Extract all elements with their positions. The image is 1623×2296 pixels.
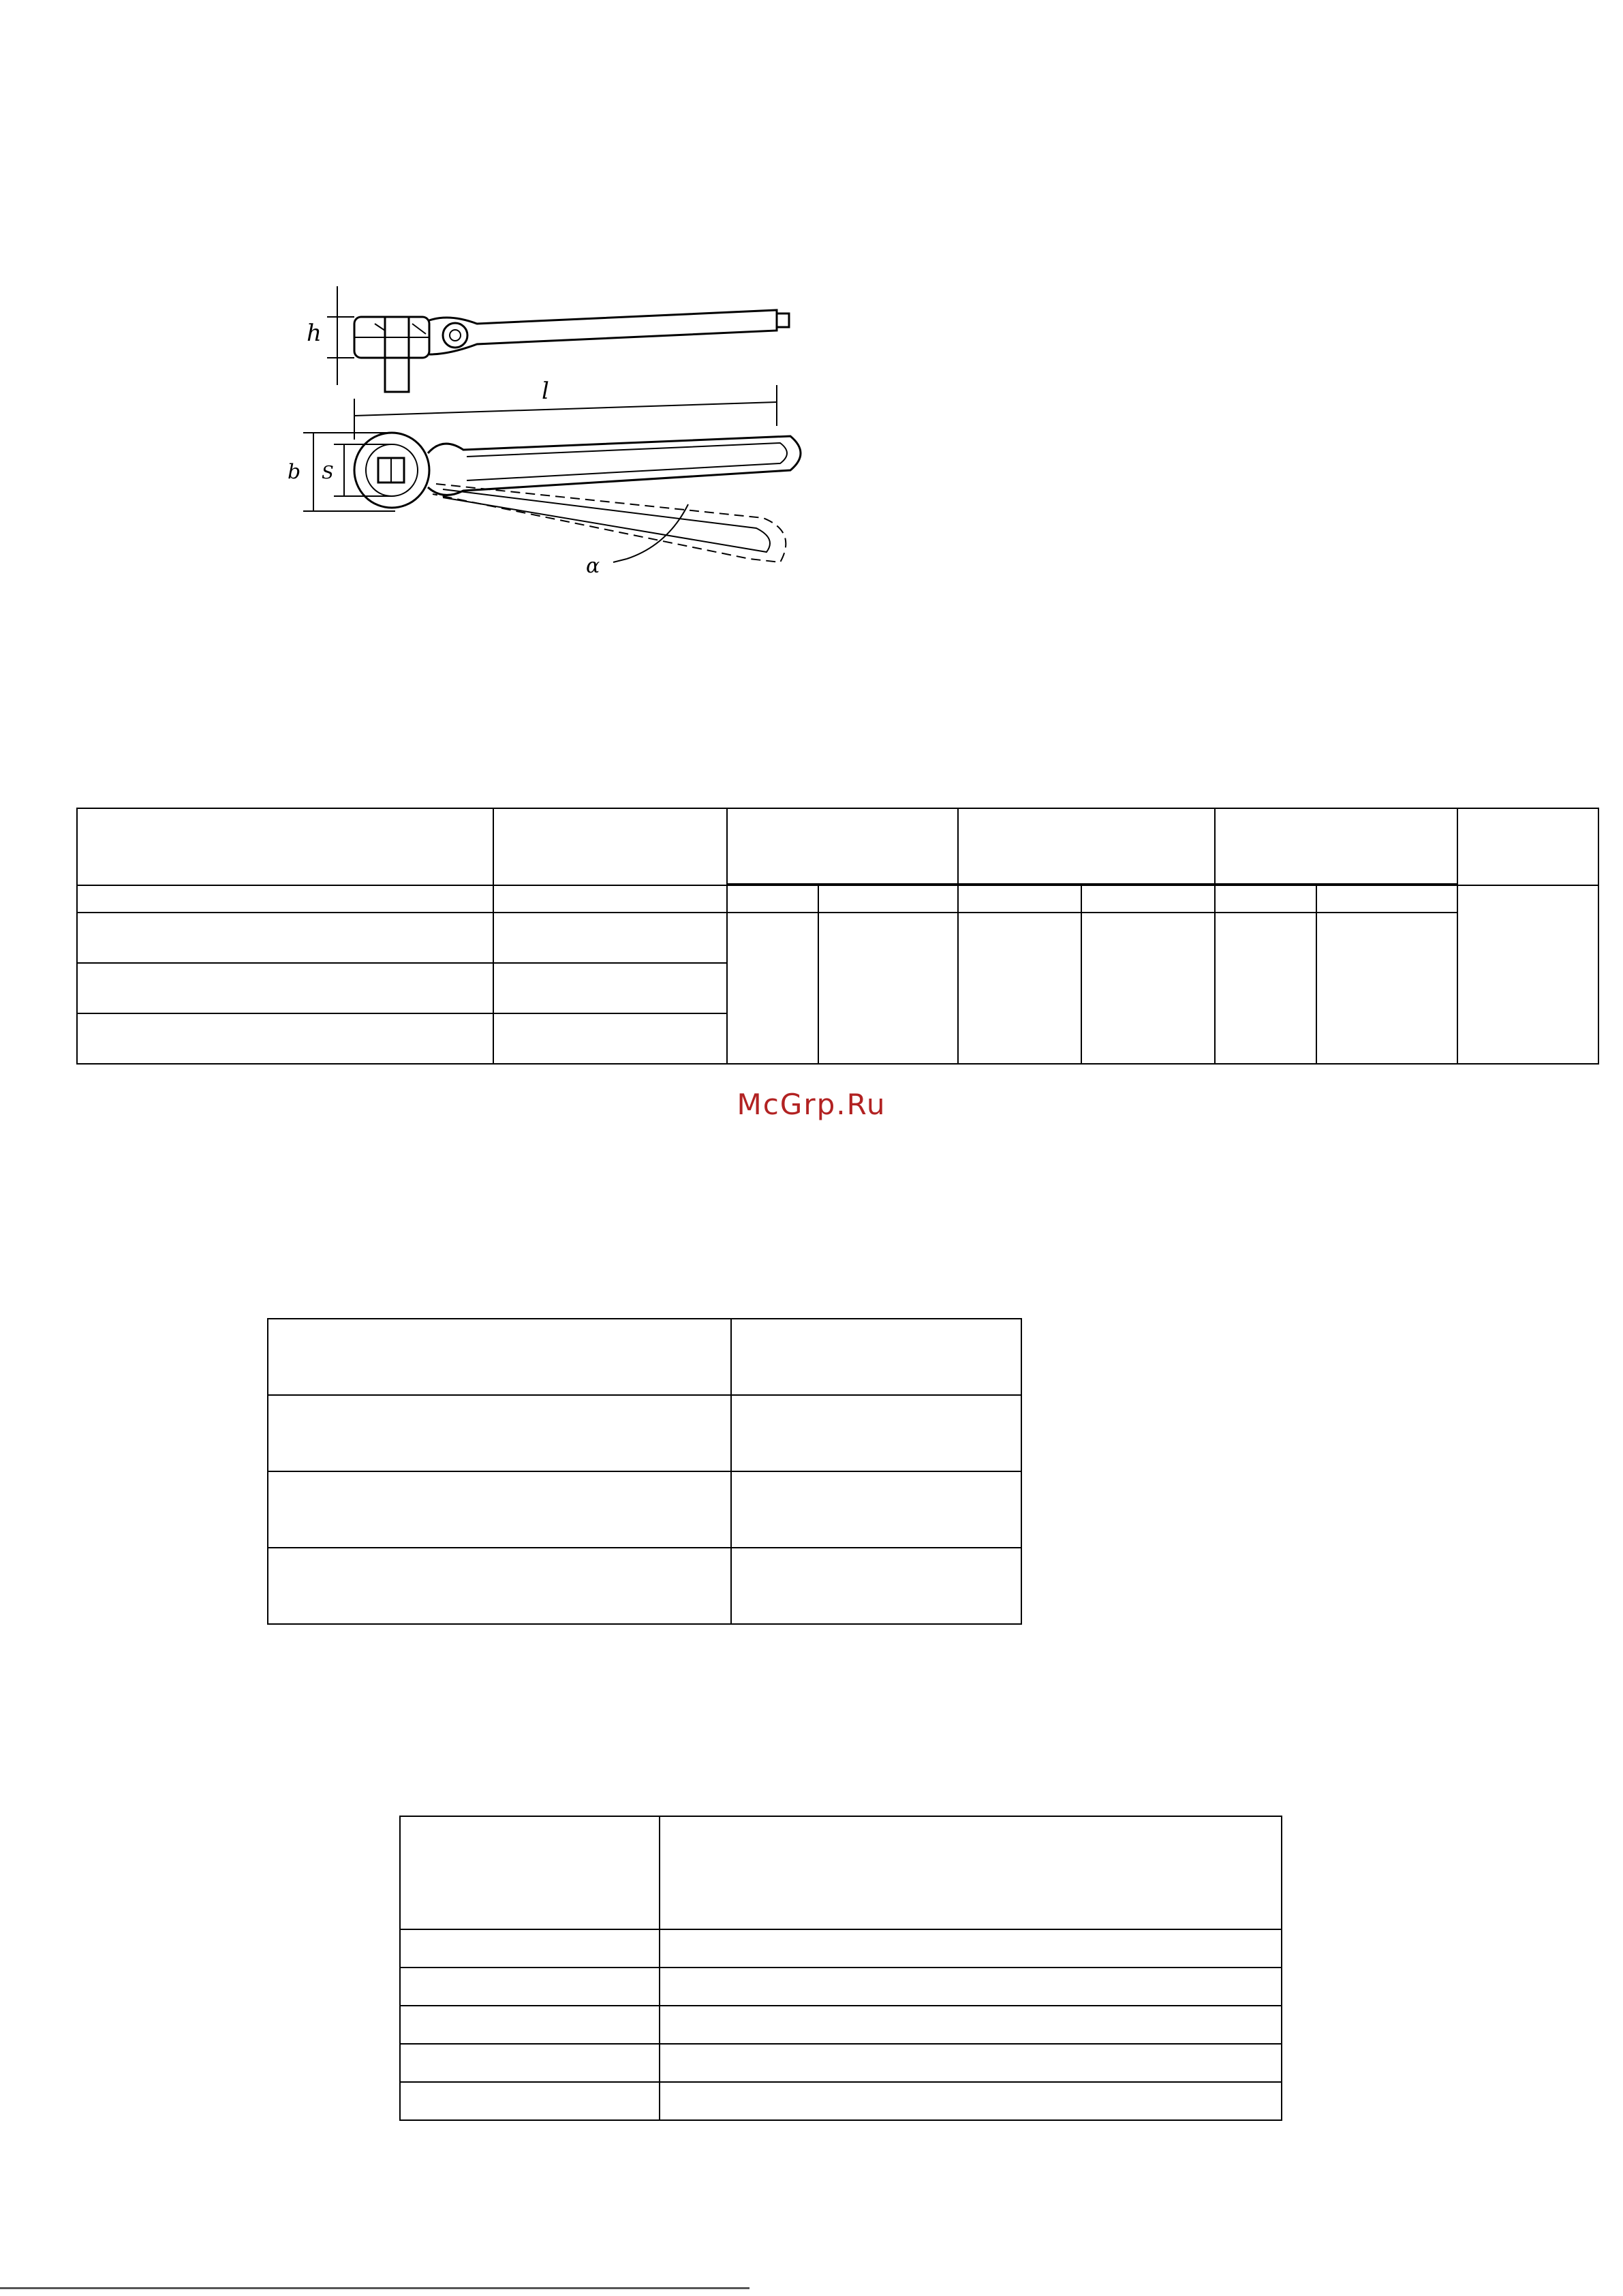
- table-row: [268, 1548, 1021, 1624]
- table-cell: [958, 913, 1081, 1064]
- table-cell: [818, 885, 958, 913]
- table-cell: [660, 2006, 1282, 2044]
- table-row: [400, 2082, 1282, 2120]
- table-cell: [1215, 885, 1316, 913]
- label-s: S: [322, 463, 334, 483]
- table-cell: [400, 1968, 660, 2006]
- dimension-b-s: [303, 433, 395, 511]
- table-row: [400, 1929, 1282, 1968]
- table-cell: [1215, 913, 1316, 1064]
- table-cell: [493, 963, 727, 1013]
- table-cell: [268, 1471, 731, 1548]
- table-cell: [400, 1816, 660, 1929]
- label-h: h: [307, 320, 322, 347]
- wrench-drawing: [273, 259, 818, 600]
- table-cell: [268, 1319, 731, 1395]
- table-cell: [1081, 913, 1215, 1064]
- table-cell: [731, 1471, 1021, 1548]
- table-row: [268, 1395, 1021, 1471]
- dimension-h: [327, 286, 354, 385]
- table-cell: [727, 913, 818, 1064]
- watermark: McGrp.Ru: [737, 1088, 886, 1121]
- third-table: [399, 1816, 1282, 2121]
- table-cell: [77, 963, 493, 1013]
- table-cell: [818, 913, 958, 1064]
- table-cell: [77, 913, 493, 963]
- table-cell: [77, 808, 493, 885]
- table-cell: [1215, 808, 1457, 884]
- table-cell: [660, 1929, 1282, 1968]
- table-cell: [400, 1929, 660, 1968]
- table-cell: [1457, 885, 1598, 1064]
- table-cell: [400, 2082, 660, 2120]
- table-cell: [660, 1968, 1282, 2006]
- table-row: [268, 1319, 1021, 1395]
- table-cell: [77, 1013, 493, 1064]
- label-b: b: [288, 460, 301, 484]
- table-cell: [1316, 885, 1457, 913]
- table-cell: [958, 885, 1081, 913]
- table-row: [400, 2006, 1282, 2044]
- table-row: [400, 1816, 1282, 1929]
- table-cell: [268, 1548, 731, 1624]
- table-cell: [727, 885, 818, 913]
- table-cell: [660, 2082, 1282, 2120]
- table-cell: [727, 808, 958, 884]
- table-cell: [493, 885, 727, 913]
- table-cell: [268, 1395, 731, 1471]
- wrench-side-view: [354, 433, 801, 562]
- table-row: [77, 885, 1598, 913]
- table-cell: [958, 808, 1215, 884]
- footer-rule: [0, 2287, 749, 2289]
- table-cell: [1081, 885, 1215, 913]
- table-row: [77, 808, 1598, 884]
- table-cell: [660, 1816, 1282, 1929]
- label-alpha: α: [586, 554, 600, 578]
- table-cell: [1457, 808, 1598, 885]
- table-cell: [731, 1548, 1021, 1624]
- table-cell: [731, 1395, 1021, 1471]
- table-cell: [493, 913, 727, 963]
- table-cell: [660, 2044, 1282, 2082]
- table-row: [77, 913, 1598, 963]
- table-cell: [77, 885, 493, 913]
- table-row: [400, 1968, 1282, 2006]
- wrench-top-view: [354, 310, 789, 392]
- table-cell: [731, 1319, 1021, 1395]
- table-cell: [493, 808, 727, 885]
- table-cell: [400, 2044, 660, 2082]
- table-cell: [400, 2006, 660, 2044]
- table-row: [268, 1471, 1021, 1548]
- table-cell: [493, 1013, 727, 1064]
- second-table: [267, 1318, 1022, 1625]
- dimension-l: [354, 385, 777, 440]
- label-l: l: [542, 378, 549, 405]
- table-row: [400, 2044, 1282, 2082]
- table-cell: [1316, 913, 1457, 1064]
- dimensions-table: [76, 808, 1599, 1065]
